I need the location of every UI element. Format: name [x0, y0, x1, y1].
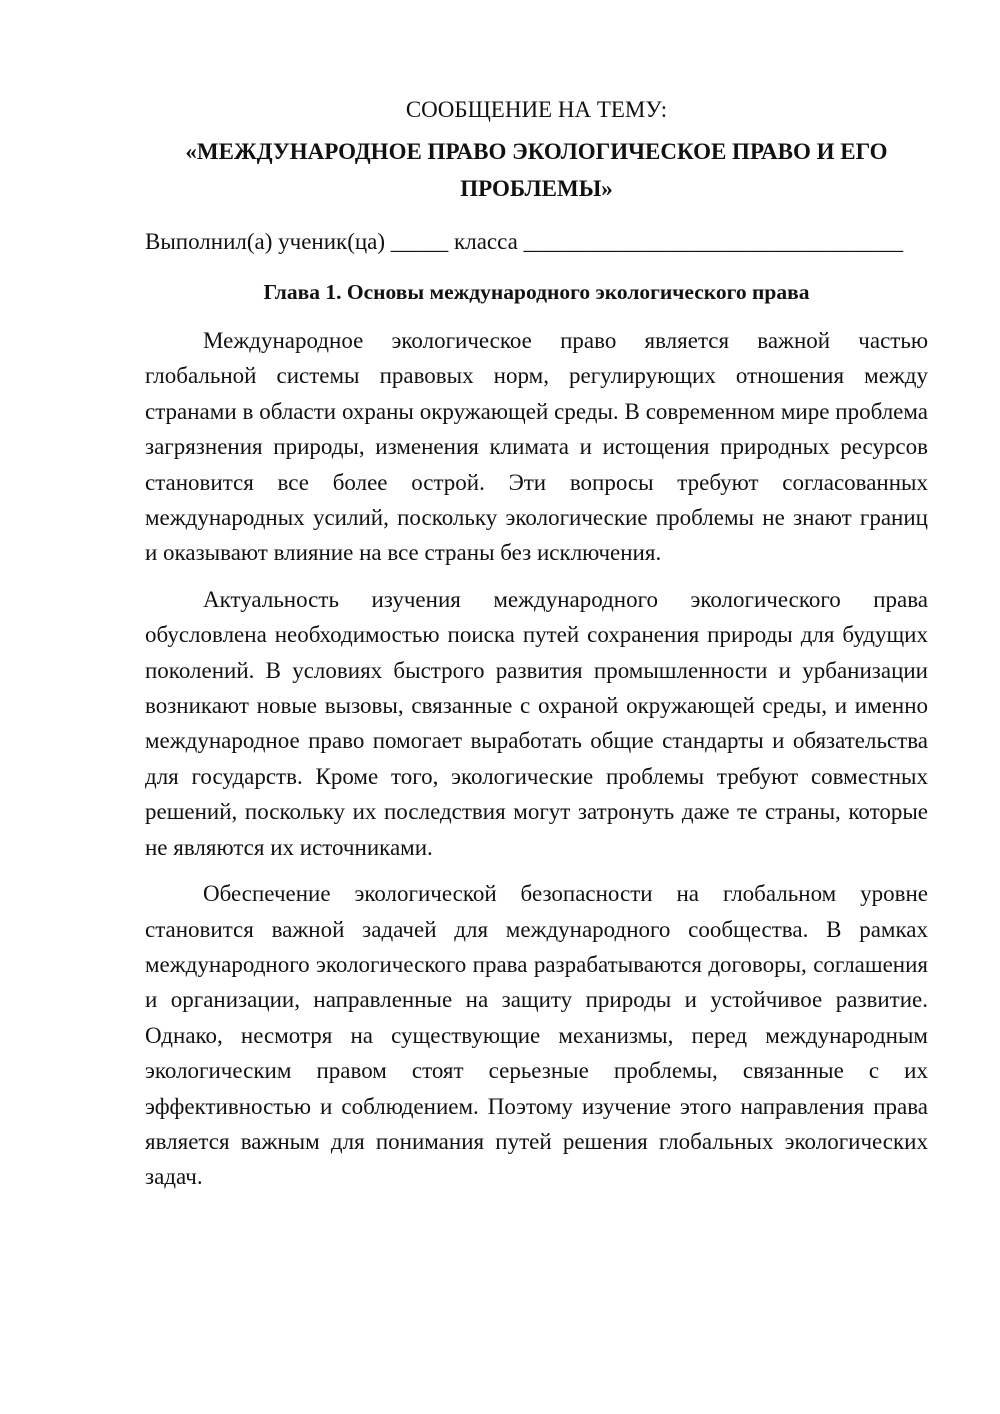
paragraph: Обеспечение экологической безопасности на глобальном уровне становится важной задачей для международного сообщества. В рамках международного экологического права разрабатываются договоры, соглашения и организации, направленные на защиту природы и устойчивое развитие. Однако, несмотря на существующие механизмы, перед международным экологическим правом стоят серьезные проблемы, связанные с их эффективностью и соблюдением. Поэтому изучение этого направления права является важным для понимания путей решения глобальных экологических задач.: [145, 881, 928, 1190]
paragraph: Актуальность изучения международного экологического права обусловлена необходимостью поиска путей сохранения природы для будущих поколений. В условиях быстрого развития промышленности и урбанизации возникают новые вызовы, связанные с охраной окружающей среды, и именно международное право помогает выработать общие стандарты и обязательства для государств. Кроме того, экологические проблемы требуют совместных решений, поскольку их последствия могут затронуть даже те страны, которые не являются их источниками.: [145, 586, 928, 860]
document-title: «МЕЖДУНАРОДНОЕ ПРАВО ЭКОЛОГИЧЕСКОЕ ПРАВО И ЕГО ПРОБЛЕМЫ»: [185, 139, 888, 201]
chapter-heading: Глава 1. Основы международного экологического права: [263, 280, 810, 304]
author-line: Выполнил(а) ученик(ца) _____ класса _________________________________: [145, 229, 904, 254]
paragraph: Международное экологическое право является важной частью глобальной системы правовых норм, регулирующих отношения между странами в области охраны окружающей среды. В современном мире проблема загрязнения природы, изменения климата и истощения природных ресурсов становится все более острой. Эти вопросы требуют согласованных международных усилий, поскольку экологические проблемы не знают границ и оказывают влияние на все страны без исключения.: [145, 328, 928, 566]
document-page: [145, 93, 928, 1195]
document-type-line: СООБЩЕНИЕ НА ТЕМУ:: [405, 97, 668, 122]
